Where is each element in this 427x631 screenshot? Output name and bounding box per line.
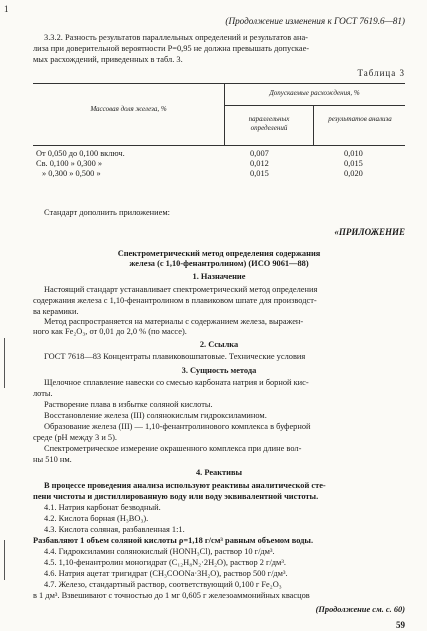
text-line: ва керамики. <box>33 307 79 316</box>
page-header: (Продолжение изменения к ГОСТ 7619.6—81) <box>225 16 405 26</box>
corner-mark: 1 <box>4 4 9 14</box>
text-line: В процессе проведения анализа используют реактивы аналитической сте- <box>44 481 326 490</box>
margin-bar <box>4 540 5 580</box>
page-number: 59 <box>396 620 405 630</box>
sub-header-results: результатов анализа <box>328 115 392 123</box>
table-rule <box>33 145 405 146</box>
table-rule <box>33 83 405 84</box>
text-line: пени чистоты и дистиллированную воду или воду эквивалентной чистоты. <box>33 492 319 501</box>
text-line: мых расхождений, приведенных в табл. 3. <box>33 55 183 64</box>
table-cell: 0,007 <box>250 149 269 158</box>
table-rule <box>224 105 405 106</box>
table-row-range: Св. 0,100 » 0,300 » <box>36 159 103 168</box>
reagent-item: Разбавляют 1 объем соляной кислоты ρ=1,18 г/см³ равным объемом воды. <box>33 536 314 545</box>
table-cell: 0,010 <box>344 149 363 158</box>
text-line: лоты. <box>33 389 53 398</box>
table-row-range: » 0,300 » 0,500 » <box>42 169 101 178</box>
text-line: Спектрометрическое измерение окрашенного комплекса при длине вол- <box>44 444 302 453</box>
text-line: Образование железа (III) — 1,10-фенантролинового комплекса в буферной <box>44 422 311 431</box>
margin-bar <box>4 338 5 388</box>
table-cell: 0,015 <box>250 169 269 178</box>
continuation-note: (Продолжение см. с. 60) <box>315 605 405 614</box>
text-line: ГОСТ 7618—83 Концентраты плавиковошпатовые. Технические условия <box>44 352 306 361</box>
table-rule <box>313 105 314 145</box>
appendix-title: Спектрометрический метод определения содержания <box>117 249 321 258</box>
section-heading: 1. Назначение <box>192 272 246 281</box>
reagent-item: 4.3. Кислота соляная, разбавленная 1:1. <box>44 525 185 534</box>
table-caption: Таблица 3 <box>357 68 405 78</box>
text-line: Щелочное сплавление навески со смесью карбоната натрия и борной кис- <box>44 378 309 387</box>
text-line: лиза при доверительной вероятности Р=0,95 не должна превышать допускае- <box>33 44 310 53</box>
table-cell: 0,012 <box>250 159 269 168</box>
text-line: 3.3.2. Разность результатов параллельных определений и результатов ана- <box>44 33 308 42</box>
table-row-range: От 0,050 до 0,100 включ. <box>36 149 125 158</box>
reagent-item: 4.1. Натрия карбонат безводный. <box>44 503 161 512</box>
table-cell: 0,015 <box>344 159 363 168</box>
sub-header-parallel: параллельных определений <box>248 115 290 132</box>
text-line: содержания железа с 1,10-фенантролином в плавиковом шпате для производст- <box>33 296 317 305</box>
table-cell: 0,020 <box>344 169 363 178</box>
reagent-item: 4.7. Железо, стандартный раствор, соответствующий 0,100 г Fe₂O₃ <box>44 580 282 589</box>
supplement-note: Стандарт дополнить приложением: <box>44 208 170 217</box>
reagent-item: 4.2. Кислота борная (H₃BO₃). <box>44 514 149 523</box>
text-line: Восстановление железа (III) солянокислым гидроксиламином. <box>44 411 267 420</box>
section-heading: 4. Реактивы <box>195 468 243 477</box>
reagent-item: 4.6. Натрия ацетат тригидрат (CH₃COONa·3H₂O), раствор 500 г/дм³. <box>44 569 288 578</box>
text-line: среде (pH между 3 и 5). <box>33 433 117 442</box>
appendix-label: «ПРИЛОЖЕНИЕ <box>334 227 405 237</box>
text-line: Настоящий стандарт устанавливает спектрометрический метод определения <box>44 285 318 294</box>
text-line: ного как Fe₂O₃, от 0,01 до 2,0 % (по массе). <box>33 327 187 336</box>
text-line: ны 510 нм. <box>33 455 72 464</box>
col-header-mass: Массовая доля железа, % <box>90 105 167 113</box>
section-heading: 2. Ссылка <box>199 340 239 349</box>
appendix-title: железа (с 1,10-фенантролином) (ИСО 9061—88) <box>129 259 309 268</box>
reagent-item: 4.4. Гидроксиламин солянокислый (HONH₃Cl), раствор 10 г/дм³. <box>44 547 275 556</box>
reagent-item: 4.5. 1,10-фенантролин моногидрат (C₁₂H₈N₂·2H₂O), раствор 2 г/дм³. <box>44 558 286 567</box>
text-line: Метод распространяется на материалы с содержанием железа, выражен- <box>44 317 304 326</box>
text-line: Растворение плава в избытке соляной кислоты. <box>44 400 213 409</box>
reagent-item: в 1 дм³. Взвешивают с точностью до 1 мг 0,605 г железоаммонийных квасцов <box>33 591 310 600</box>
section-heading: 3. Сущность метода <box>181 366 257 375</box>
group-header: Допускаемые расхождения, % <box>269 89 360 97</box>
